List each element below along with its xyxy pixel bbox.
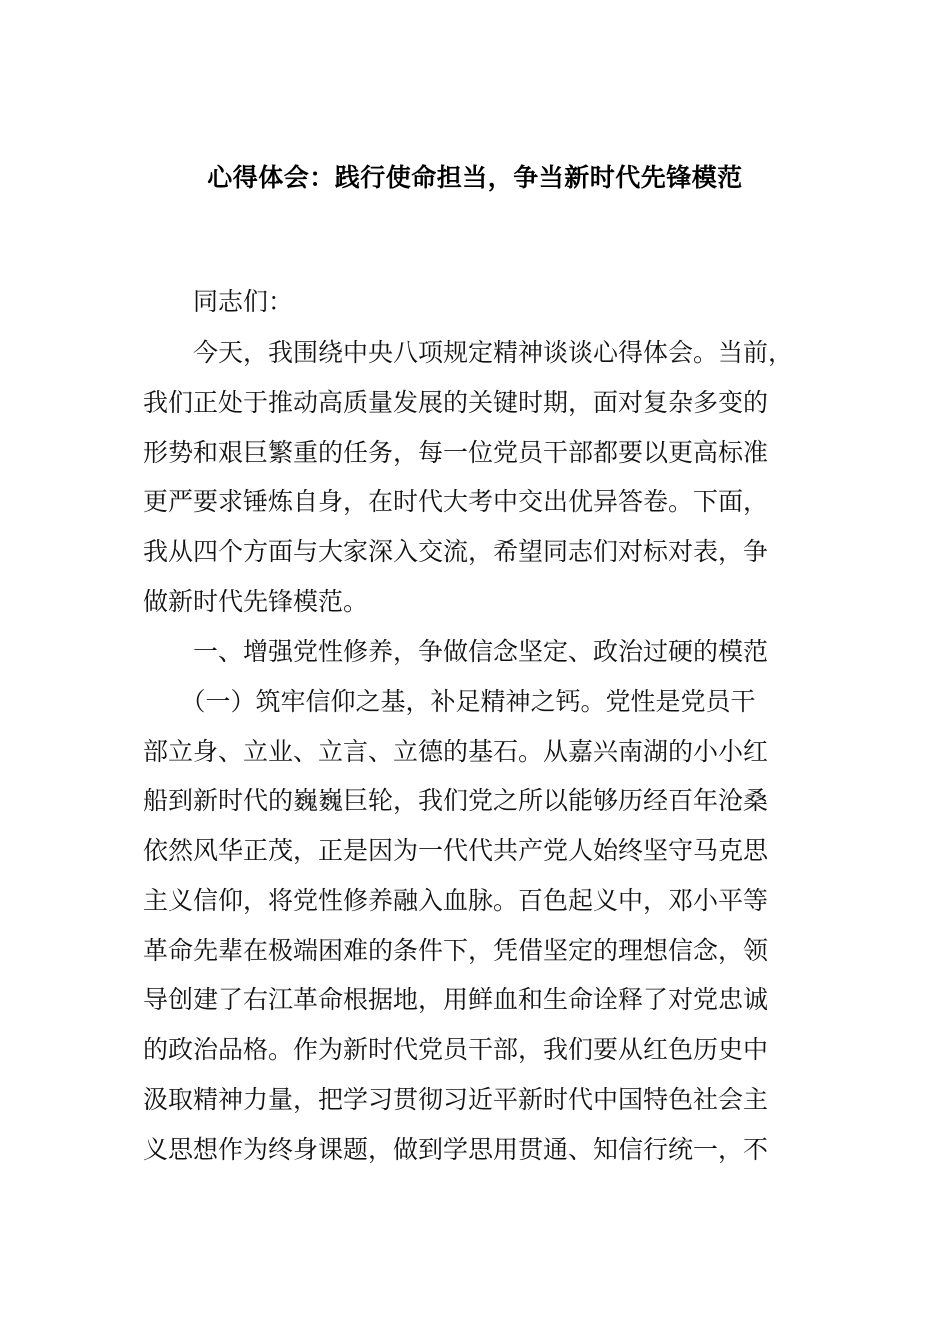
text-line: 形势和艰巨繁重的任务，每一位党员干部都要以更高标准: [143, 438, 769, 467]
text-line: 我从四个方面与大家深入交流，希望同志们对标对表，争: [143, 537, 769, 566]
section-heading: 一、增强党性修养，争做信念坚定、政治过硬的模范: [143, 637, 769, 666]
text-line: 今天，我围绕中央八项规定精神谈谈心得体会。当前，: [143, 338, 794, 367]
text-line: （一）筑牢信仰之基，补足精神之钙。党性是党员干: [143, 687, 756, 716]
document-title: 心得体会：践行使命担当，争当新时代先锋模范: [207, 163, 743, 192]
text-line: 的政治品格。作为新时代党员干部，我们要从红色历史中: [143, 1035, 769, 1064]
text-line: 做新时代先锋模范。: [143, 587, 369, 616]
text-line: 汲取精神力量，把学习贯彻习近平新时代中国特色社会主: [143, 1085, 769, 1114]
text-line: 船到新时代的巍巍巨轮，我们党之所以能够历经百年沧桑: [143, 786, 769, 815]
text-line: 义思想作为终身课题，做到学思用贯通、知信行统一，不: [143, 1135, 769, 1164]
text-line: 导创建了右江革命根据地，用鲜血和生命诠释了对党忠诚: [143, 985, 769, 1014]
text-line: 部立身、立业、立言、立德的基石。从嘉兴南湖的小小红: [143, 737, 769, 766]
text-line-salutation: 同志们：: [143, 287, 294, 316]
text-line: 主义信仰，将党性修养融入血脉。百色起义中，邓小平等: [143, 886, 769, 915]
text-line: 依然风华正茂，正是因为一代代共产党人始终坚守马克思: [143, 836, 769, 865]
text-line: 我们正处于推动高质量发展的关键时期，面对复杂多变的: [143, 388, 769, 417]
text-line: 革命先辈在极端困难的条件下，凭借坚定的理想信念，领: [143, 936, 769, 965]
text-line: 更严要求锤炼自身，在时代大考中交出优异答卷。下面，: [143, 487, 769, 516]
